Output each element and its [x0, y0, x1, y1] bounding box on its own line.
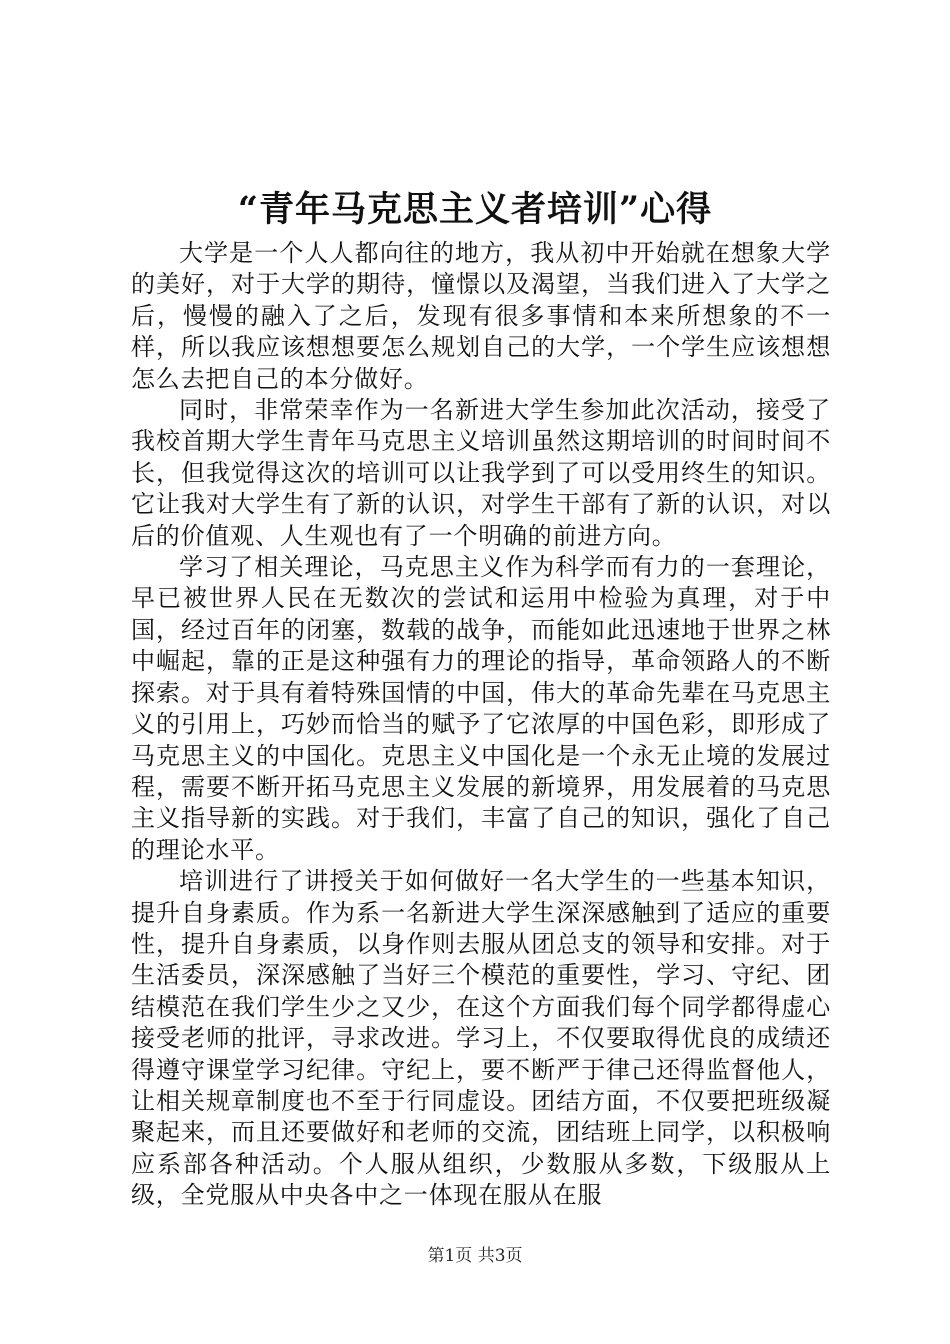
paragraph: 大学是一个人人都向往的地方，我从初中开始就在想象大学的美好，对于大学的期待，憧憬以及渴望，当我们进入了大学之后，慢慢的融入了之后，发现有很多事情和本来所想象的不一样，所以我应该想想要怎么规划自己的大学，一个学生应该想想怎么去把自己的本分做好。 [131, 239, 831, 393]
page-footer: 第1页 共3页 [427, 1246, 523, 1266]
paragraph: 同时，非常荣幸作为一名新进大学生参加此次活动，接受了我校首期大学生青年马克思主义培训虽然这期培训的时间时间不长，但我觉得这次的培训可以让我学到了可以受用终生的知识。它让我对大学生有了新的认识，对学生干部有了新的认识，对以后的价值观、人生观也有了一个明确的前进方向。 [131, 396, 831, 550]
paragraph: 学习了相关理论，马克思主义作为科学而有力的一套理论，早已被世界人民在无数次的尝试和运用中检验为真理，对于中国，经过百年的闭塞，数载的战争，而能如此迅速地于世界之林中崛起，靠的正是这种强有力的理论的指导，革命领路人的不断探索。对于具有着特殊国情的中国，伟大的革命先辈在马克思主义的引用上，巧妙而恰当的赋予了它浓厚的中国色彩，即形成了马克思主义的中国化。克思主义中国化是一个永无止境的发展过程，需要不断开拓马克思主义发展的新境界，用发展着的马克思主义指导新的实践。对于我们，丰富了自己的知识，强化了自己的理论水平。 [131, 553, 831, 864]
paragraph: 培训进行了讲授关于如何做好一名大学生的一些基本知识，提升自身素质。作为系一名新进大学生深深感触到了适应的重要性，提升自身素质，以身作则去服从团总支的领导和安排。对于生活委员，深深感触了当好三个模范的重要性，学习、守纪、团结模范在我们学生少之又少，在这个方面我们每个同学都得虚心接受老师的批评，寻求改进。学习上，不仅要取得优良的成绩还得遵守课堂学习纪律。守纪上，要不断严于律己还得监督他人，让相关规章制度也不至于行同虚设。团结方面，不仅要把班级凝聚起来，而且还要做好和老师的交流，团结班上同学，以积极响应系部各种活动。个人服从组织，少数服从多数，下级服从上级，全党服从中央各中之一体现在服从在服 [131, 867, 831, 1210]
document-title: “青年马克思主义者培训”心得 [237, 189, 713, 230]
document-body [131, 238, 831, 1212]
